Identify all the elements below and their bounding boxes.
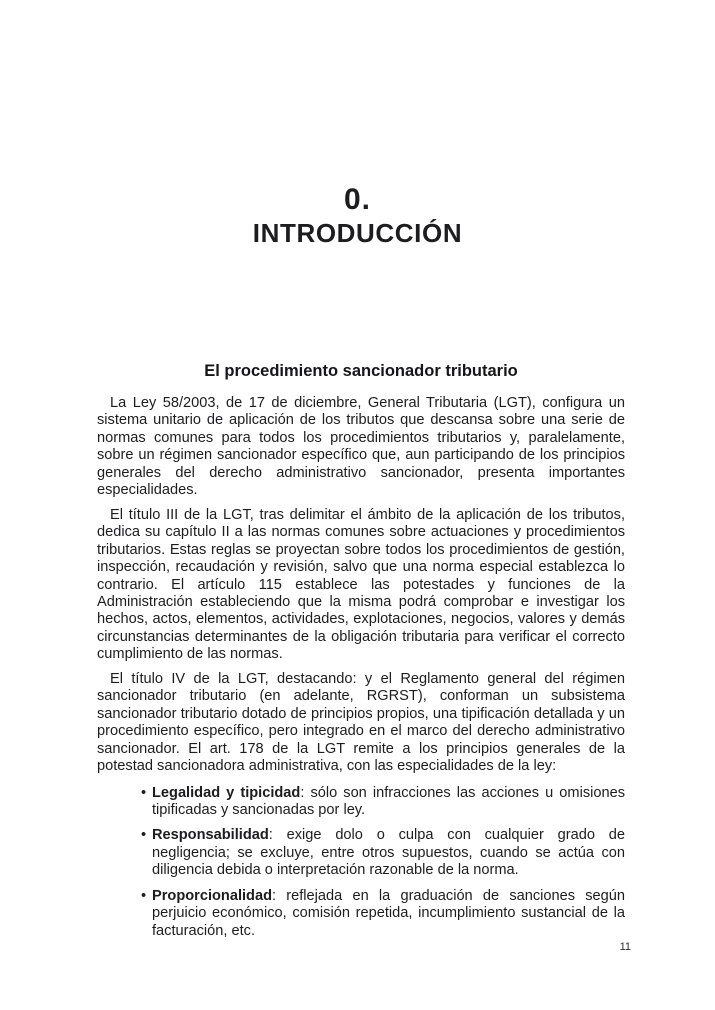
chapter-number: 0.	[343, 183, 372, 216]
paragraph: El título III de la LGT, tras delimitar el ámbito de la aplicación de los tributos, dedica su capítulo II a las normas comunes sobre actuaciones y procedimientos tributarios. Estas reglas se proyectan sobre todos los procedimientos de gestión, inspección, recaudación y revisión, salvo que una norma especial establezca lo contrario. El artículo 115 establece las potestades y funciones de la Administración estableciendo que la misma podrá comprobar e investigar los hechos, actos, elementos, actividades, explotaciones, negocios, valores y demás circunstancias determinantes de la obligación tributaria para verificar el correcto cumplimiento de las normas.	[97, 506, 625, 663]
paragraph: La Ley 58/2003, de 17 de diciembre, General Tributaria (LGT), configura un sistema unitario de aplicación de los tributos que descansa sobre una serie de normas comunes para todos los procedimientos tributarios y, paralelamente, sobre un régimen sancionador específico que, aun participando de los principios generales del derecho administrativo sancionador, presenta importantes especialidades.	[97, 395, 625, 499]
chapter-title: INTRODUCCIÓN	[252, 218, 463, 248]
bullet-term: Proporcionalidad	[152, 887, 273, 904]
list-item	[97, 827, 625, 879]
paragraphs	[97, 395, 625, 776]
chapter-heading	[0, 183, 715, 249]
paragraph: El título IV de la LGT, destacando: y el Reglamento general del régimen sancionador tributario (en adelante, RGRST), conforman un subsistema sancionador tributario dotado de principios propios, una tipificación detallada y un procedimiento específico, pero integrado en el marco del derecho administrativo sancionador. El art. 178 de la LGT remite a los principios generales de la potestad sancionadora administrativa, con las especialidades de la ley:	[97, 670, 625, 775]
bullet-icon: •	[141, 784, 147, 801]
bullet-term: Responsabilidad	[152, 827, 269, 844]
bullet-icon: •	[141, 827, 147, 844]
page-content	[97, 362, 625, 948]
bullet-term: Legalidad y tipicidad	[152, 784, 301, 801]
list-item	[97, 785, 625, 820]
bullet-icon: •	[141, 887, 147, 904]
bullet-text: : reflejada en la graduación de sanciones según perjuicio económico, comisión repetida, incumplimiento sustancial de la facturación, etc.	[152, 887, 625, 939]
page-number: 11	[619, 941, 631, 953]
section-heading: El procedimiento sancionador tributario	[204, 362, 518, 380]
bullet-text: : exige dolo o culpa con cualquier grado de negligencia; se excluye, entre otros supuestos, cuando se actúa con diligencia debida o interpretación razonable de la norma.	[152, 827, 625, 879]
list-item	[97, 888, 625, 940]
bullet-text: : sólo son infracciones las acciones u omisiones tipificadas y sancionadas por ley.	[152, 784, 625, 818]
bullet-list	[97, 785, 625, 941]
